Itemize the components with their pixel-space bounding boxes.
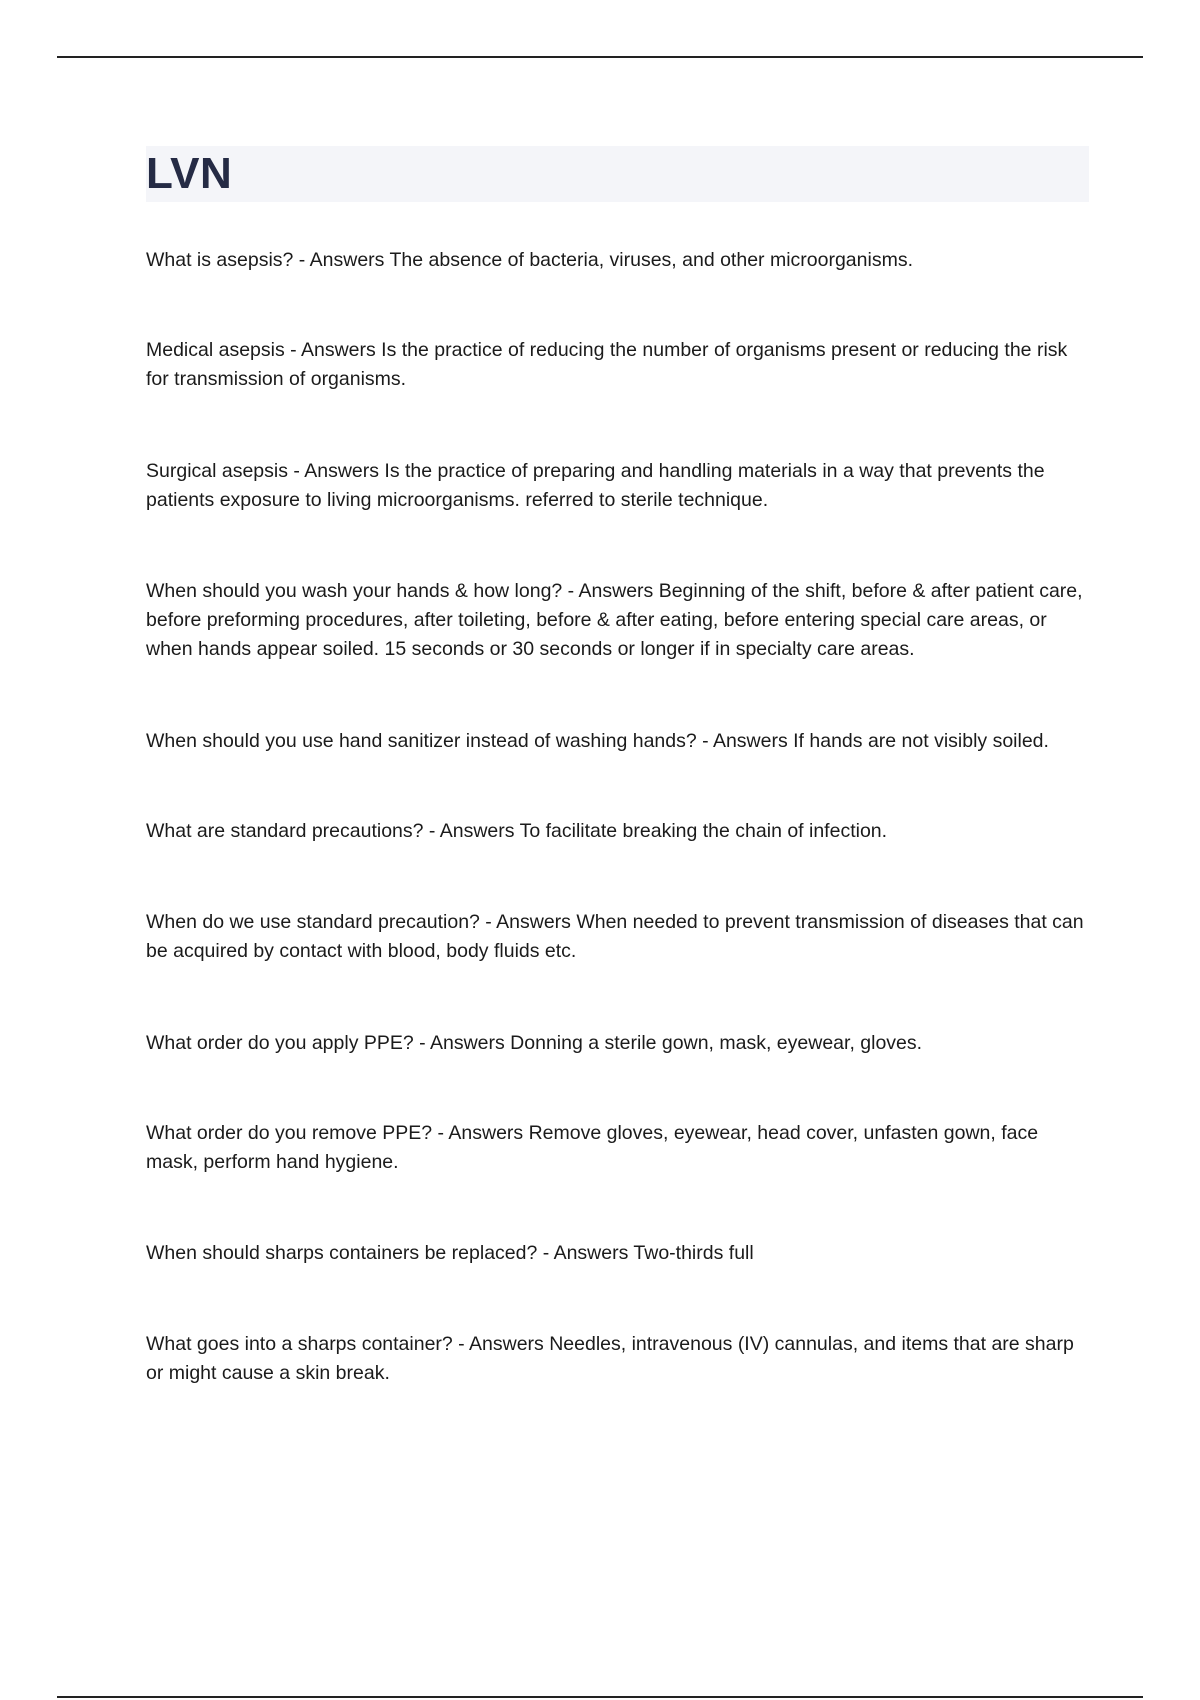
qa-entry-surgical-asepsis: Surgical asepsis - Answers Is the practice of preparing and handling materials in a way that prevents the patients exposure to living microorganisms. referred to sterile technique. [146,460,1045,511]
qa-entry-remove-ppe: What order do you remove PPE? - Answers Remove gloves, eyewear, head cover, unfasten gown, face mask, perform hand hygiene. [146,1122,1039,1173]
qa-entry-sharps-contents: What goes into a sharps container? - Answers Needles, intravenous (IV) cannulas, and items that are sharp or might cause a skin break. [146,1333,1074,1384]
page-title: LVN [146,149,233,198]
qa-entry-medical-asepsis: Medical asepsis - Answers Is the practice of reducing the number of organisms present or reducing the risk for transmission of organisms. [146,339,1068,390]
title-banner [146,146,1089,202]
top-divider [57,56,1143,58]
qa-entry-standard-precautions: What are standard precautions? - Answers To facilitate breaking the chain of infection. [146,820,888,842]
qa-entry-hand-sanitizer: When should you use hand sanitizer instead of washing hands? - Answers If hands are not visibly soiled. [146,730,1049,752]
qa-entry-apply-ppe: What order do you apply PPE? - Answers Donning a sterile gown, mask, eyewear, gloves. [146,1032,923,1054]
qa-entry-hand-washing: When should you wash your hands & how long? - Answers Beginning of the shift, before & after patient care, before preforming procedures, after toileting, before & after eating, before entering special care areas, or when hands appear soiled. 15 seconds or 30 seconds or longer if in specialty care areas. [146,580,1083,660]
bottom-divider [57,1696,1143,1698]
qa-entry-standard-precaution-use: When do we use standard precaution? - Answers When needed to prevent transmission of diseases that can be acquired by contact with blood, body fluids etc. [146,911,1084,962]
qa-entry-asepsis: What is asepsis? - Answers The absence of bacteria, viruses, and other microorganisms. [146,249,913,271]
qa-entry-sharps-replace: When should sharps containers be replaced? - Answers Two-thirds full [146,1242,754,1264]
